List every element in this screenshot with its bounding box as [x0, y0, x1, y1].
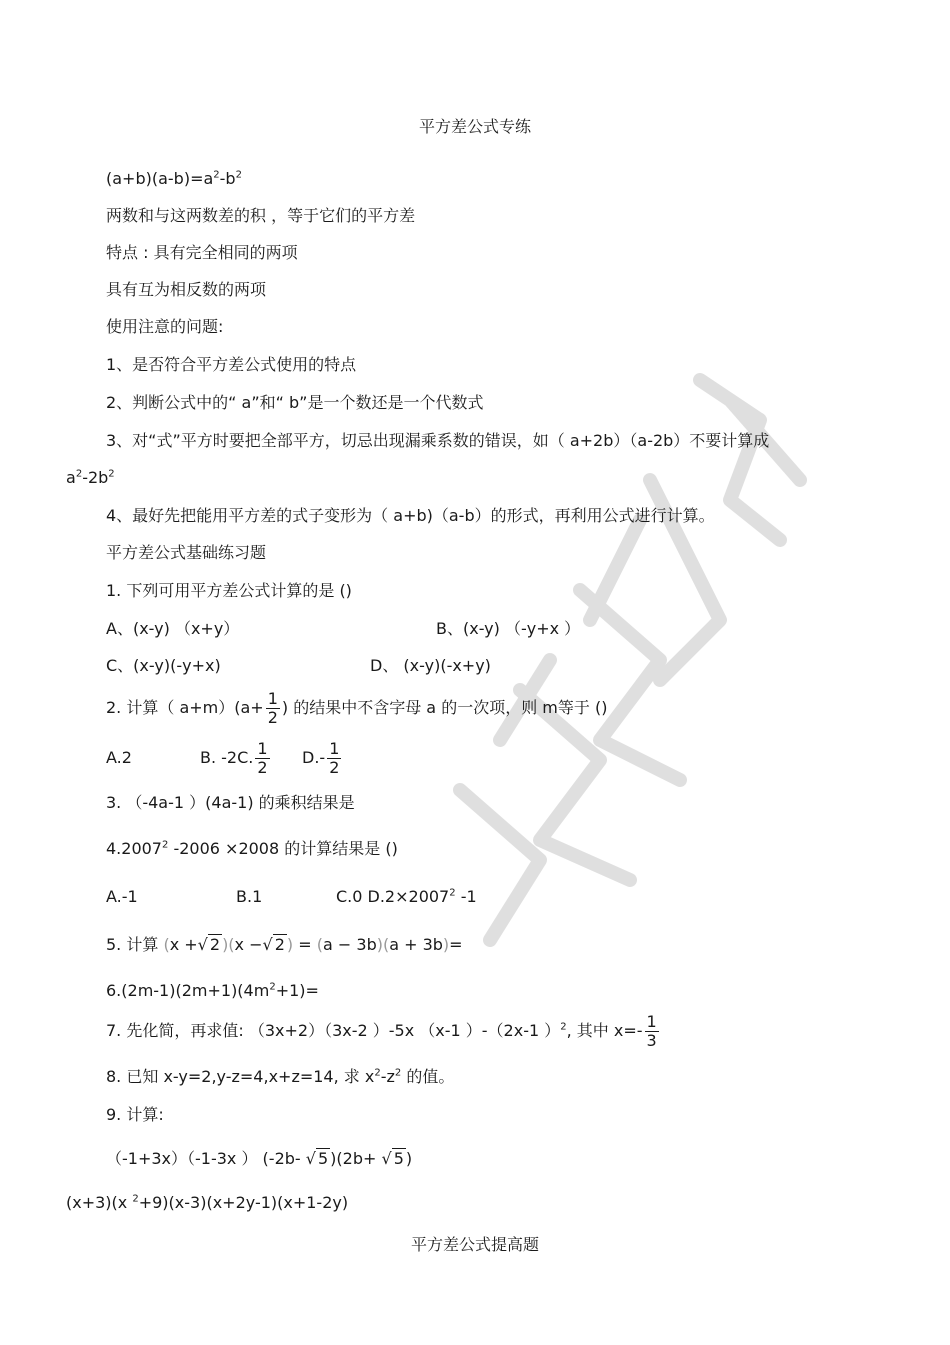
advanced-heading: 平方差公式提高题: [410, 1235, 539, 1254]
question-4: 4.2007$^2$ -2006 ×2008 的计算结果是 (): [106, 839, 398, 858]
q2-option-a: A.2: [106, 748, 132, 767]
question-7: 7. 先化简，再求值: （3x+2）（3x-2 ）-5x （x-1 ）-（2x-1 ）$^2$, 其中 x=- $\frac{1}{3}$: [106, 1012, 657, 1050]
note-4: 4、最好先把能用平方差的式子变形为（ a+b)（a-b）的形式，再利用公式进行计算。: [106, 506, 715, 525]
page-title: 平方差公式专练: [418, 117, 531, 136]
q4-option-b: B.1: [236, 887, 263, 906]
formula-line: $(a+b)(a-b)=a^2-b^2$: [106, 169, 242, 188]
fraction: $\frac{1}{2}$: [267, 689, 278, 727]
question-5: 5. 计算 (x +√ 2 )(x −√ 2 ) = (a − 3b)(a + 3b)=: [106, 935, 463, 954]
feature-1: 特点 : 具有完全相同的两项: [106, 243, 298, 262]
basic-exercises-heading: 平方差公式基础练习题: [106, 543, 267, 562]
q9-line-2: (x+3)(x $^2$+9)(x-3)(x+2y-1)(x+1-2y): [66, 1193, 349, 1212]
definition-text: 两数和与这两数差的积 ，等于它们的平方差: [106, 206, 416, 225]
question-9: 9. 计算:: [106, 1105, 164, 1124]
q2-option-bc: B. -2C. $\frac{1}{2}$: [200, 739, 268, 777]
notes-heading: 使用注意的问题:: [106, 317, 224, 336]
q1-option-c: C、(x-y)(-y+x): [106, 656, 221, 675]
q4-option-cd: C.0 $D.2\times 2007^2$ -1: [336, 887, 477, 906]
note-2: 2、判断公式中的“ a”和“ b”是一个数还是一个代数式: [106, 393, 484, 412]
question-3: 3. （-4a-1 ）(4a-1) 的乘积结果是: [106, 793, 355, 812]
q1-option-a: A、(x-y) （x+y）: [106, 619, 240, 638]
note-3: 3、对“式”平方时要把全部平方，切忌出现漏乘系数的错误，如（ a+2b）（a-2b）不要计算成: [106, 431, 770, 450]
question-2: 2. 计算（ a+m）(a+ $\frac{1}{2}$ ) 的结果中不含字母 a 的一次项，则 m等于 (): [106, 689, 608, 727]
note-1: 1、是否符合平方差公式使用的特点: [106, 355, 357, 374]
q9-line-1: （-1+3x）（-1-3x ） (-2b- √ 5 )(2b+ √ 5 ): [106, 1149, 413, 1168]
q4-option-a: A.-1: [106, 887, 138, 906]
question-8: 8. 已知 x-y=2,y-z=4,x+z=14, 求 $x^2-z^2$ 的值。: [106, 1067, 455, 1086]
feature-2: 具有互为相反数的两项: [106, 280, 267, 299]
q2-option-d: D.- $\frac{1}{2}$: [302, 739, 340, 777]
note-3-continuation: $a^2-2b^2$: [66, 468, 115, 487]
question-6: $6.(2m-1)(2m+1)(4m^2+1)=$: [106, 981, 319, 1000]
q1-option-d: D、 (x-y)(-x+y): [370, 656, 491, 675]
question-1: 1. 下列可用平方差公式计算的是 (): [106, 581, 352, 600]
q1-option-b: B、(x-y) （-y+x ）: [436, 619, 581, 638]
